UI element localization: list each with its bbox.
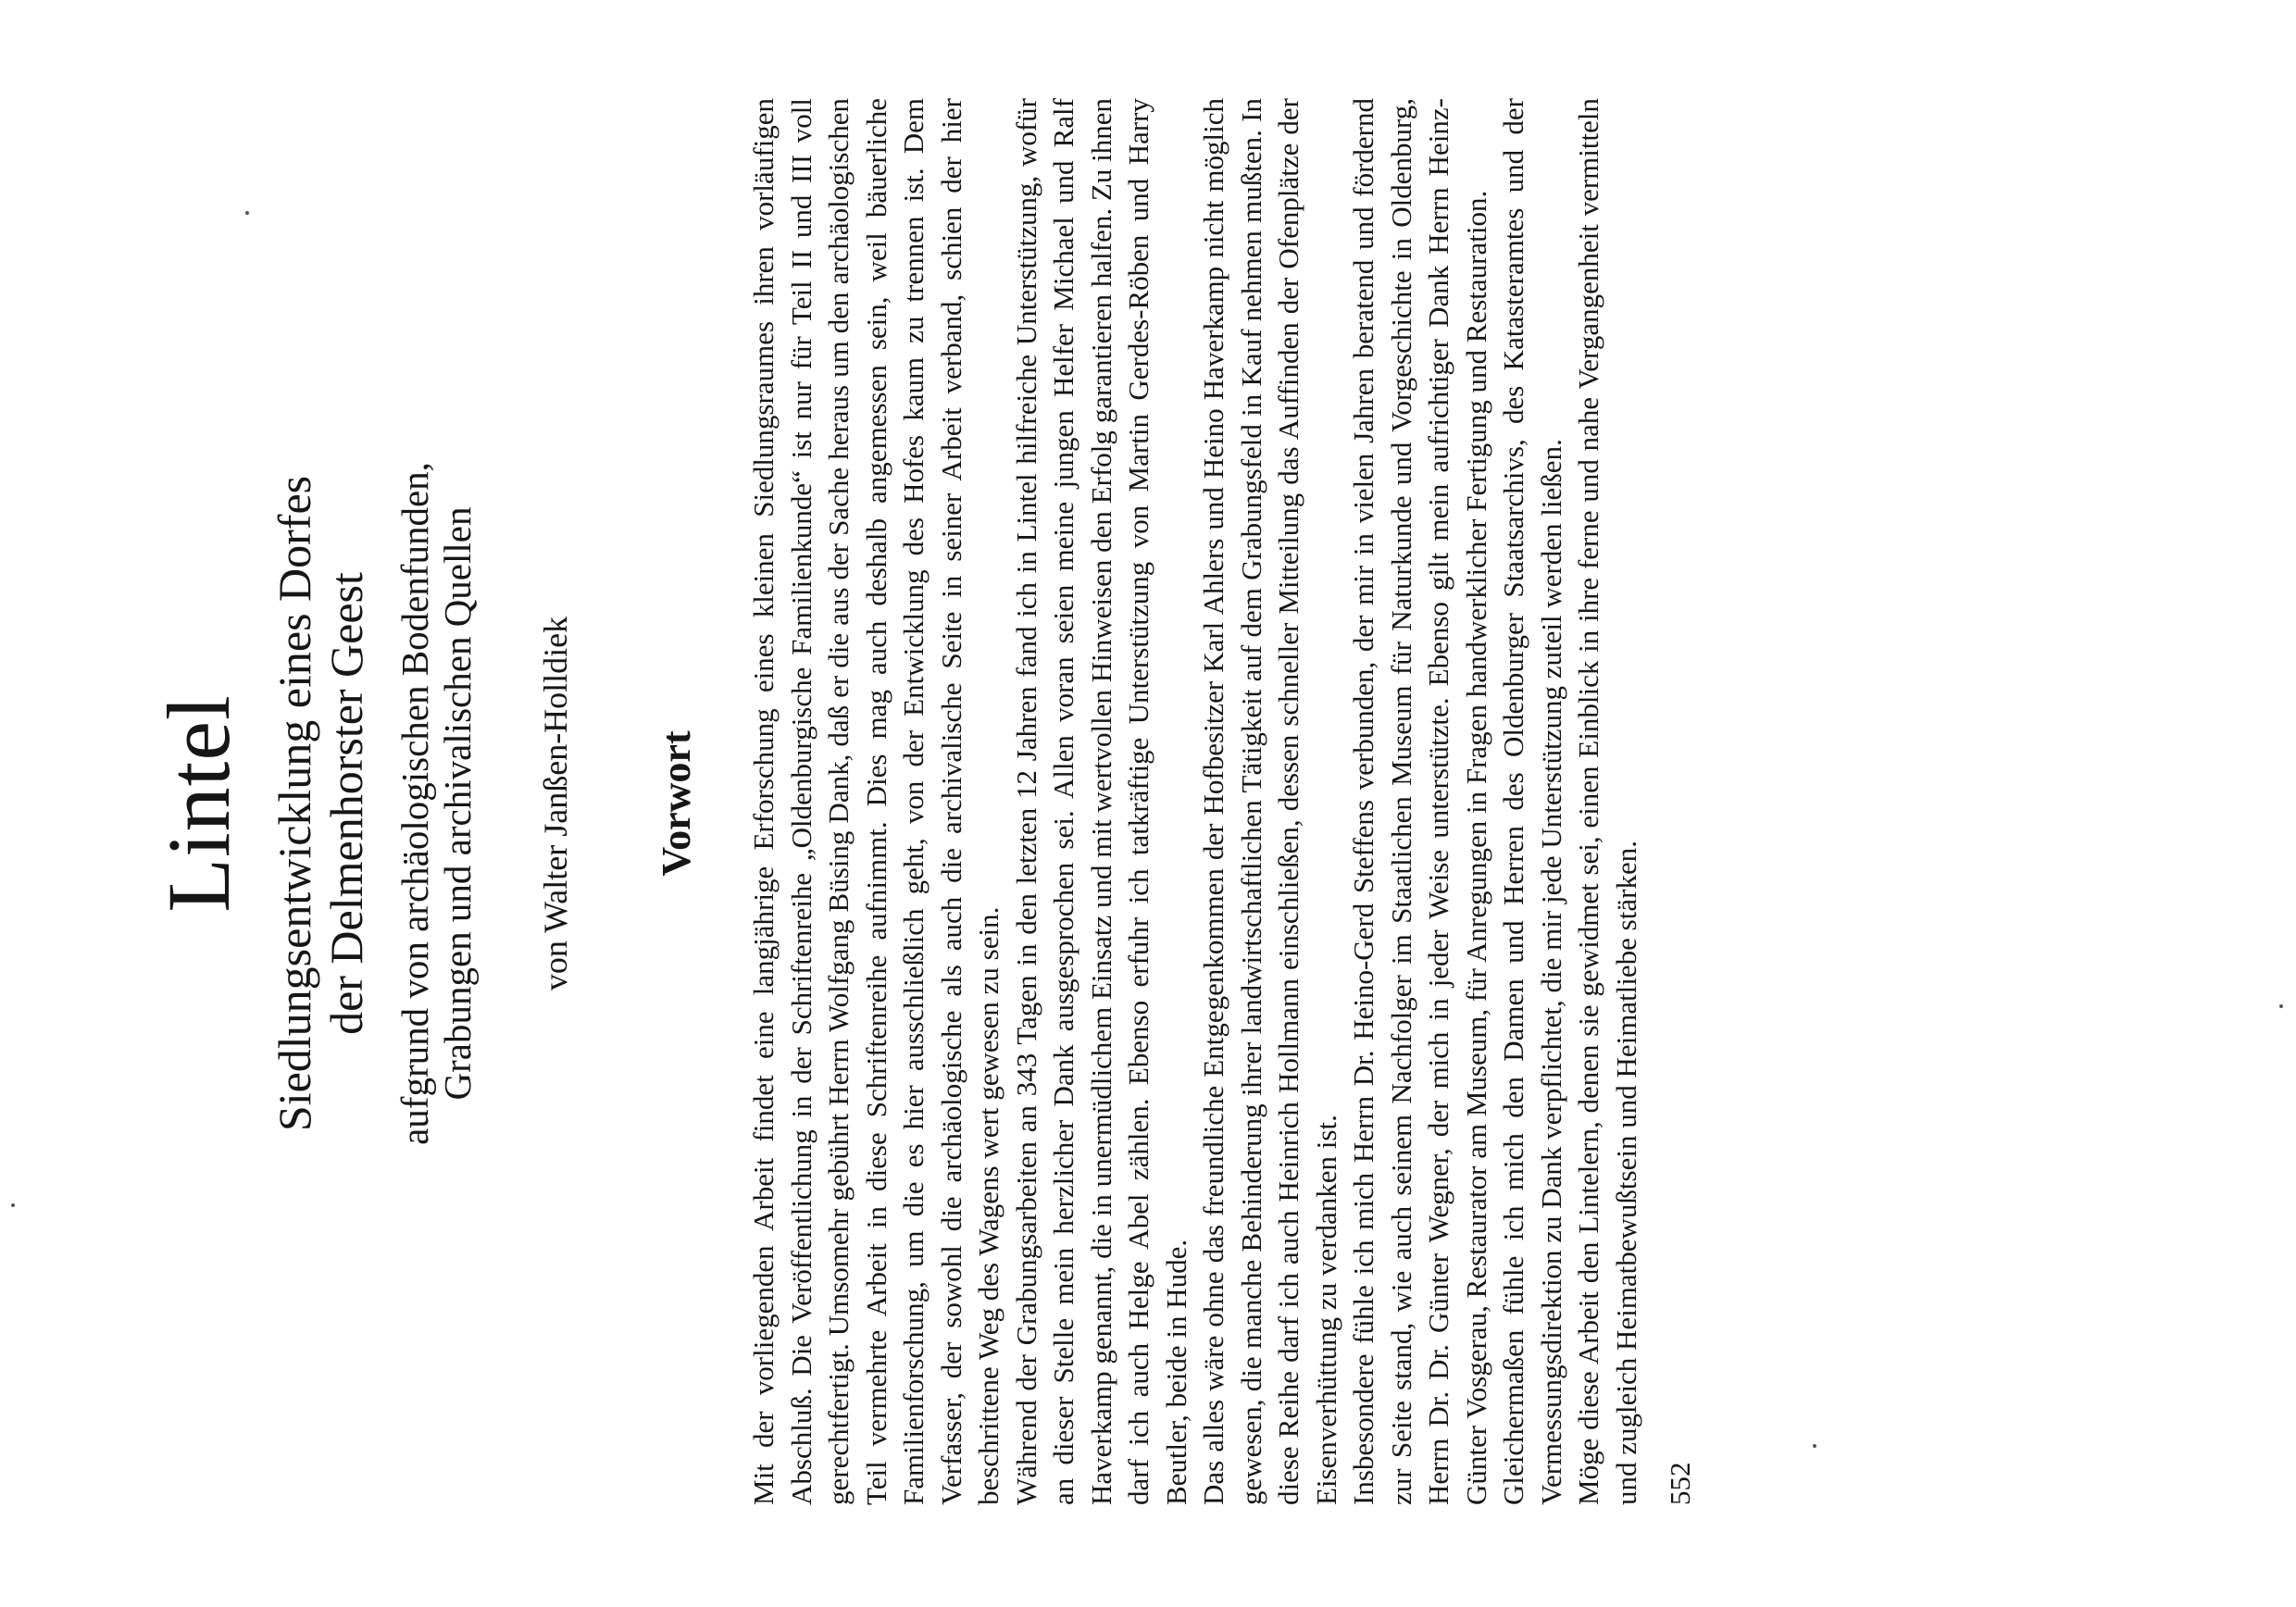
paragraph: Gleichermaßen fühle ich mich den Damen und Herren des Oldenburger Staatsarchivs, des Katasteramtes und der Vermessungsdirektion zu Dank verpflichtet, die mir jede Unterstützung zuteil werden ließen. xyxy=(1497,98,1567,1505)
subtitle-line: Siedlungsentwicklung eines Dorfes xyxy=(268,475,320,1132)
scan-speck xyxy=(245,211,249,215)
paragraph: Möge diese Arbeit den Lintelern, denen sie gewidmet sei, einen Einblick in ihre ferne und nahe Vergangenheit vermitteln und zugleich Heimatbewußtsein und Heimatliebe stärken. xyxy=(1572,98,1642,1505)
paragraph: Insbesondere fühle ich mich Herrn Dr. Heino-Gerd Steffens verbunden, der mir in vielen Jahren beratend und fördernd zur Seite stand, wie auch seinem Nachfolger im Staatlichen Museum für Naturkunde und Vorgeschichte in Oldenburg, Herrn Dr. Dr. Günter Wegner, der mich in jeder Weise unterstützte. Ebenso gilt mein aufrichtiger Dank Herrn Heinz-Günter Vosgerau, Restaurator am Museum, für Anregungen in Fragen handwerklicher Fertigung und Restauration. xyxy=(1347,98,1492,1505)
paragraph: Während der Grabungsarbeiten an 343 Tagen in den letzten 12 Jahren fand ich in Lintel hilfreiche Unterstützung, wofür an dieser Stelle mein herzlicher Dank ausgesprochen sei. Allen voran seien meine jungen Helfer Michael und Ralf Haverkamp genannt, die in unermüdlichem Einsatz und mit wertvollen Hinweisen den Erfolg garantieren halfen. Zu ihnen darf ich auch Helge Abel zählen. Ebenso erfuhr ich tatkräftige Unterstützung von Martin Gerdes-Röben und Harry Beutler, beide in Hude. xyxy=(1009,98,1192,1505)
page-number: 552 xyxy=(1664,1462,1696,1505)
paragraph: Das alles wäre ohne das freundliche Entgegenkommen der Hofbesitzer Karl Ahlers und Heino Haverkamp nicht möglich gewesen, die manche Behinderung ihrer landwirtschaftlichen Tätigkeit auf dem Grabungsfeld in Kauf nehmen mußten. In diese Reihe darf ich auch Heinrich Hollmann einschließen, dessen schneller Mitteilung das Auffinden der Ofenplätze der Eisenverhüttung zu verdanken ist. xyxy=(1197,98,1342,1505)
body-text xyxy=(745,98,1645,1505)
subtitle-line: der Delmenhorster Geest xyxy=(320,572,372,1035)
scan-speck xyxy=(2279,1004,2283,1008)
page-title: Lintel xyxy=(149,694,248,913)
secondary-subtitle xyxy=(393,0,479,1607)
scan-speck xyxy=(11,1203,15,1207)
secondary-subtitle-line: aufgrund von archäologischen Bodenfunden, xyxy=(393,462,436,1145)
subtitle xyxy=(268,0,372,1607)
paragraph: Mit der vorliegenden Arbeit findet eine langjährige Erforschung eines kleinen Siedlungsraumes ihren vorläufigen Abschluß. Die Veröffentlichung in der Schriftenreihe „Oldenburgische Familienkunde“ ist nur für Teil II und III voll gerechtfertigt. Umsomehr gebührt Herrn Wolfgang Büsing Dank, daß er die aus der Sache heraus um den archäologischen Teil vermehrte Arbeit in diese Schriftenreihe aufnimmt. Dies mag auch deshalb angemessen sein, weil bäuerliche Familienforschung, um die es hier ausschließlich geht, von der Entwicklung des Hofes kaum zu trennen ist. Dem Verfasser, der sowohl die archäologische als auch die archivalische Seite in seiner Arbeit verband, schien der hier beschrittene Weg des Wagens wert gewesen zu sein. xyxy=(747,98,1004,1505)
author-line: von Walter Janßen-Holldiek xyxy=(537,616,574,991)
secondary-subtitle-line: Grabungen und archivalischen Quellen xyxy=(436,506,479,1101)
section-heading: Vorwort xyxy=(654,730,699,877)
scan-speck xyxy=(1813,1444,1816,1448)
